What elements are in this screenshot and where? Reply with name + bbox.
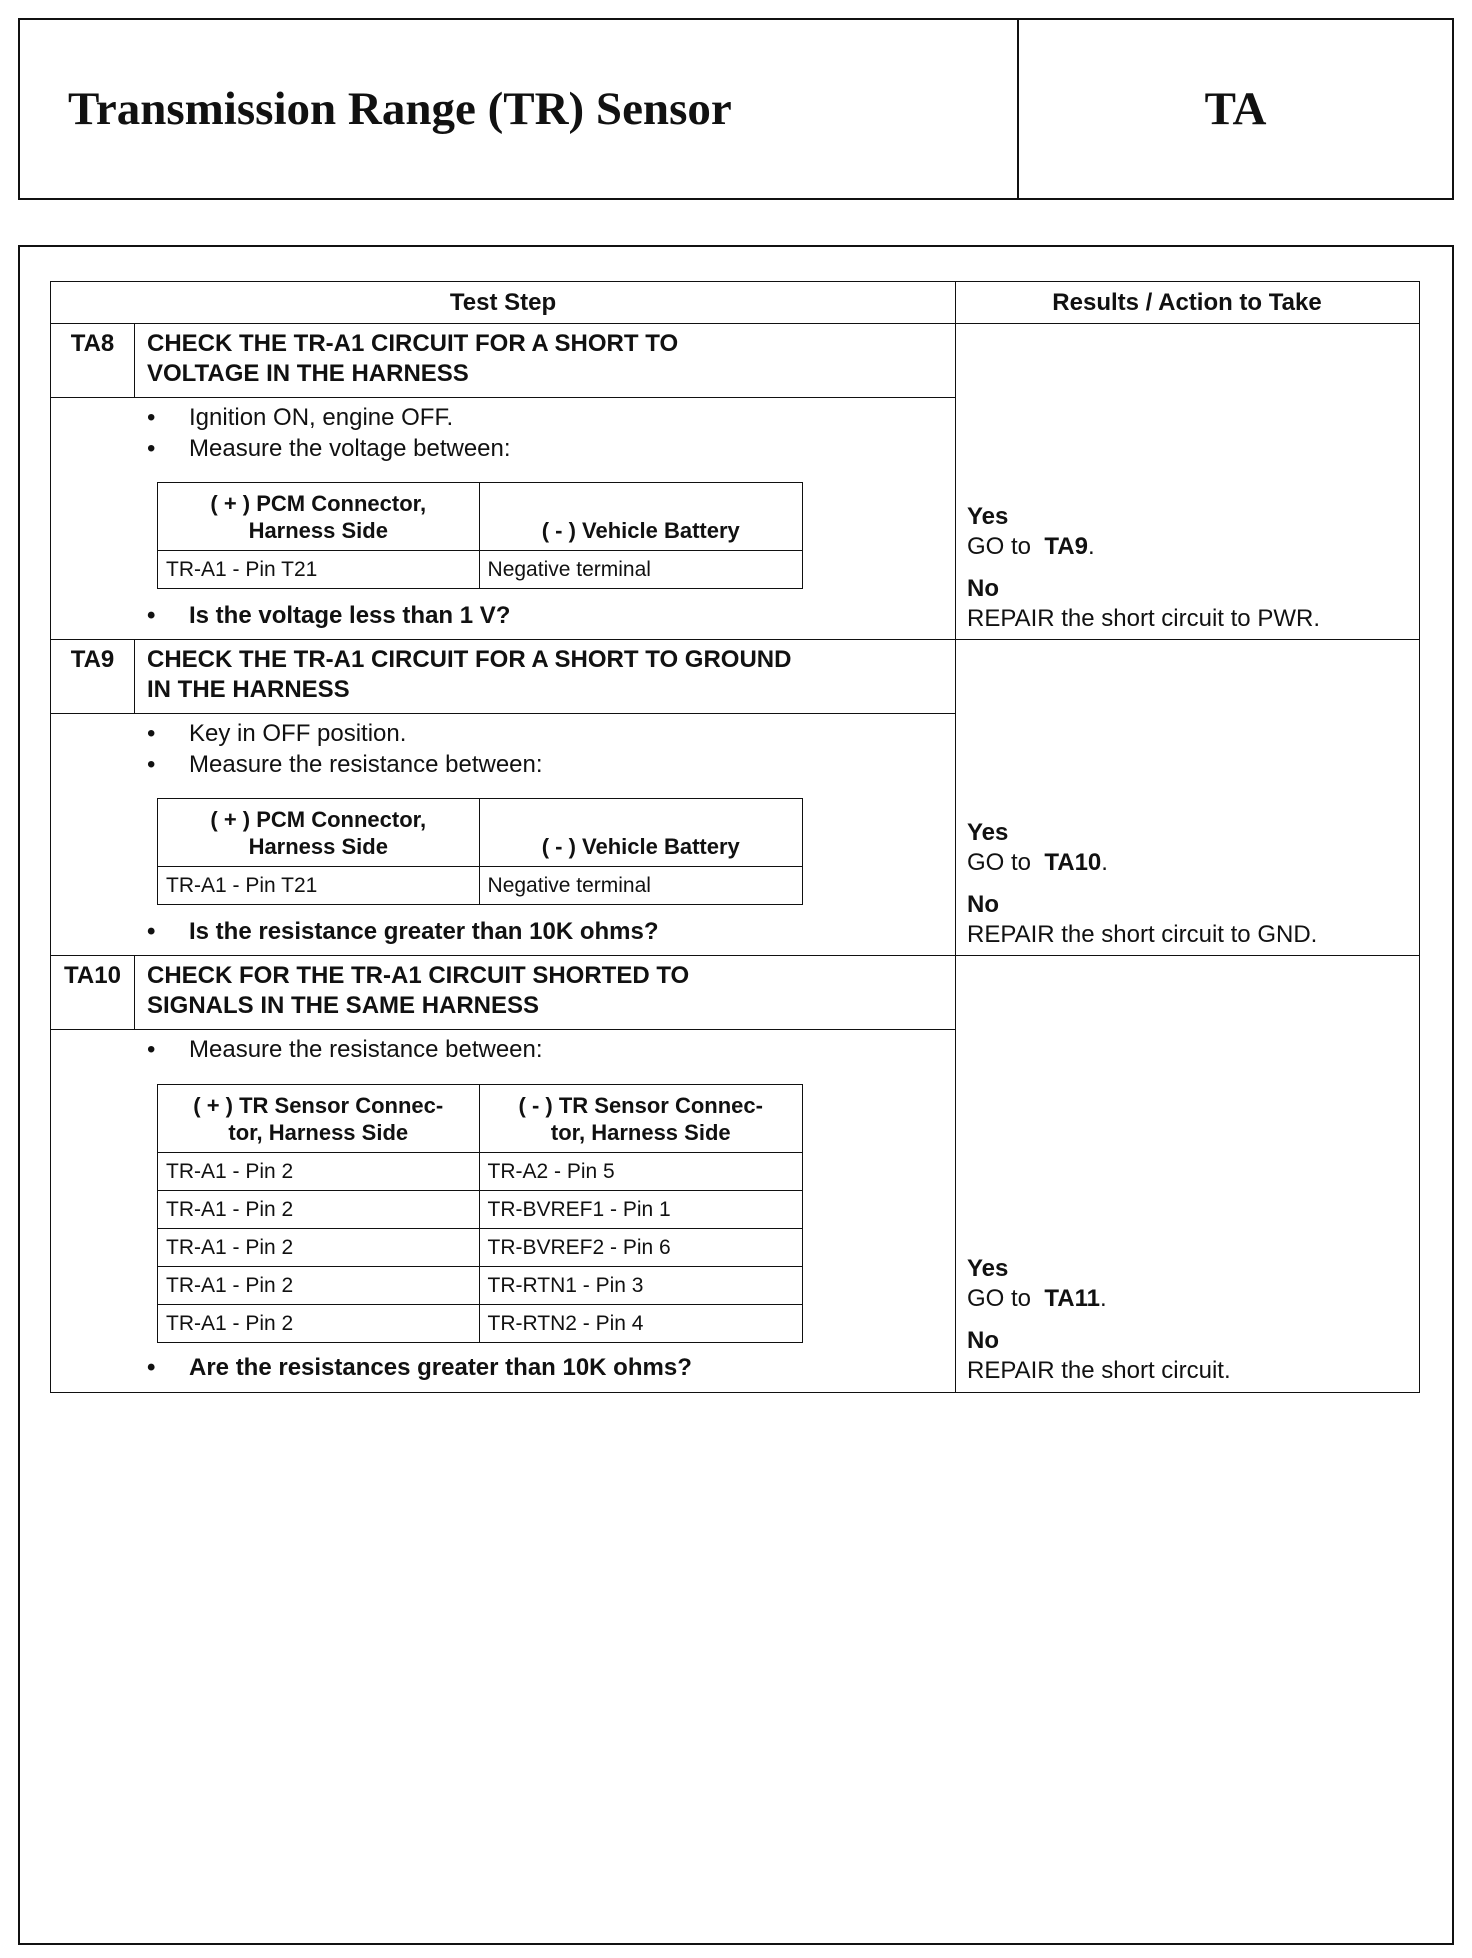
test-step-table bbox=[50, 281, 1420, 1393]
measurement-table bbox=[157, 1084, 803, 1343]
step-question: • Is the resistance greater than 10K ohms? bbox=[143, 918, 659, 946]
test-step-header: Test Step bbox=[449, 288, 557, 316]
yes-action: GO to TA9. bbox=[967, 533, 1095, 560]
step-id: TA8 bbox=[51, 324, 135, 398]
no-label: No bbox=[967, 1327, 999, 1354]
table-row: TR-A1 - Pin 2 TR-A2 - Pin 5 bbox=[158, 1153, 803, 1191]
yes-action: GO to TA11. bbox=[967, 1285, 1107, 1312]
list-item: • Measure the resistance between: bbox=[143, 1034, 543, 1065]
yes-action: GO to TA10. bbox=[967, 849, 1108, 876]
list-item: • Measure the resistance between: bbox=[143, 749, 543, 780]
step-id: TA10 bbox=[51, 956, 135, 1030]
no-action: REPAIR the short circuit to PWR. bbox=[967, 605, 1320, 632]
step-ta9 bbox=[51, 640, 1419, 956]
no-label: No bbox=[967, 891, 999, 918]
step-instructions bbox=[143, 718, 543, 780]
step-title: CHECK THE TR-A1 CIRCUIT FOR A SHORT TO VOLTAGE IN THE HARNESS bbox=[135, 324, 955, 398]
table-row: TR-A1 - Pin T21 Negative terminal bbox=[158, 867, 803, 905]
negative-column-header: ( - ) Vehicle Battery bbox=[479, 799, 802, 867]
table-row: TR-A1 - Pin 2 TR-BVREF1 - Pin 1 bbox=[158, 1191, 803, 1229]
table-row: TR-A1 - Pin T21 Negative terminal bbox=[158, 551, 803, 589]
step-results bbox=[967, 818, 1317, 950]
step-id: TA9 bbox=[51, 640, 135, 714]
table-row: TR-A1 - Pin 2 TR-BVREF2 - Pin 6 bbox=[158, 1229, 803, 1267]
yes-label: Yes bbox=[967, 819, 1009, 846]
step-question: • Are the resistances greater than 10K ohms? bbox=[143, 1354, 692, 1382]
list-item: • Ignition ON, engine OFF. bbox=[143, 402, 511, 433]
step-results bbox=[967, 1254, 1231, 1386]
page-header bbox=[18, 18, 1454, 200]
list-item: • Measure the voltage between: bbox=[143, 433, 511, 464]
step-question: • Is the voltage less than 1 V? bbox=[143, 602, 510, 630]
step-title: CHECK FOR THE TR-A1 CIRCUIT SHORTED TO SIGNALS IN THE SAME HARNESS bbox=[135, 956, 955, 1030]
step-ta10 bbox=[51, 956, 1419, 1392]
positive-column-header: ( + ) TR Sensor Connec- tor, Harness Side bbox=[158, 1085, 480, 1153]
table-header-row bbox=[51, 282, 1419, 324]
measurement-table bbox=[157, 798, 803, 905]
step-instructions bbox=[143, 1034, 543, 1065]
positive-column-header: ( + ) PCM Connector, Harness Side bbox=[158, 799, 480, 867]
section-code: TA bbox=[1204, 83, 1267, 135]
step-instructions bbox=[143, 402, 511, 464]
table-row: TR-A1 - Pin 2 TR-RTN2 - Pin 4 bbox=[158, 1305, 803, 1343]
results-header: Results / Action to Take bbox=[1052, 288, 1322, 316]
no-action: REPAIR the short circuit to GND. bbox=[967, 921, 1318, 948]
table-row: TR-A1 - Pin 2 TR-RTN1 - Pin 3 bbox=[158, 1267, 803, 1305]
no-label: No bbox=[967, 575, 999, 602]
negative-column-header: ( - ) Vehicle Battery bbox=[479, 483, 802, 551]
negative-column-header: ( - ) TR Sensor Connec- tor, Harness Side bbox=[479, 1085, 803, 1153]
step-title: CHECK THE TR-A1 CIRCUIT FOR A SHORT TO GROUND IN THE HARNESS bbox=[135, 640, 955, 714]
list-item: • Key in OFF position. bbox=[143, 718, 543, 749]
step-results bbox=[967, 502, 1320, 634]
positive-column-header: ( + ) PCM Connector, Harness Side bbox=[158, 483, 480, 551]
page-title: Transmission Range (TR) Sensor bbox=[20, 20, 1019, 198]
yes-label: Yes bbox=[967, 503, 1009, 530]
step-ta8 bbox=[51, 324, 1419, 640]
measurement-table bbox=[157, 482, 803, 589]
no-action: REPAIR the short circuit. bbox=[967, 1357, 1231, 1384]
yes-label: Yes bbox=[967, 1255, 1009, 1282]
